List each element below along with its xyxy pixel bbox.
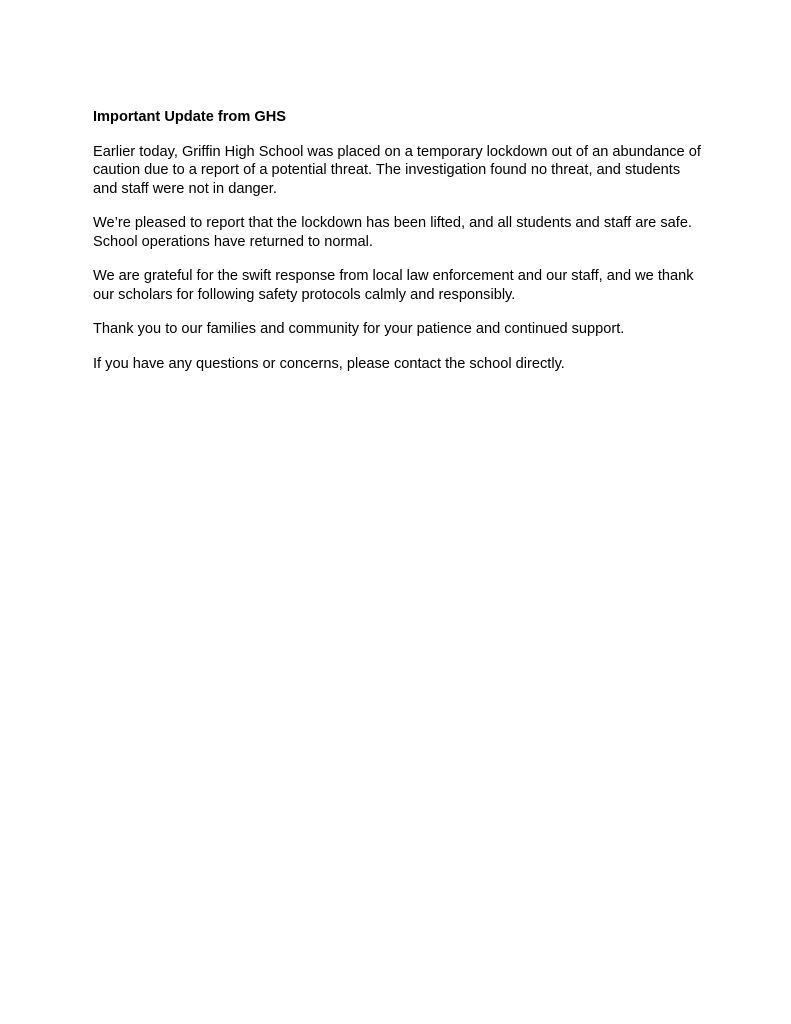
paragraph-lockdown-lifted: We’re pleased to report that the lockdown has been lifted, and all students and staff are safe. School operations have returned to normal. [93, 215, 692, 250]
document-body [93, 108, 703, 389]
paragraph-thanks-families: Thank you to our families and community for your patience and continued support. [93, 321, 625, 337]
paragraph-lockdown-explanation: Earlier today, Griffin High School was placed on a temporary lockdown out of an abundance of caution due to a report of a potential threat. The investigation found no threat, and students and staff were not in danger. [93, 143, 701, 197]
paragraph-contact: If you have any questions or concerns, please contact the school directly. [93, 355, 565, 372]
paragraph-gratitude: We are grateful for the swift response from local law enforcement and our staff, and we thank our scholars for following safety protocols calmly and responsibly. [93, 268, 694, 303]
document-title: Important Update from GHS [93, 109, 286, 125]
